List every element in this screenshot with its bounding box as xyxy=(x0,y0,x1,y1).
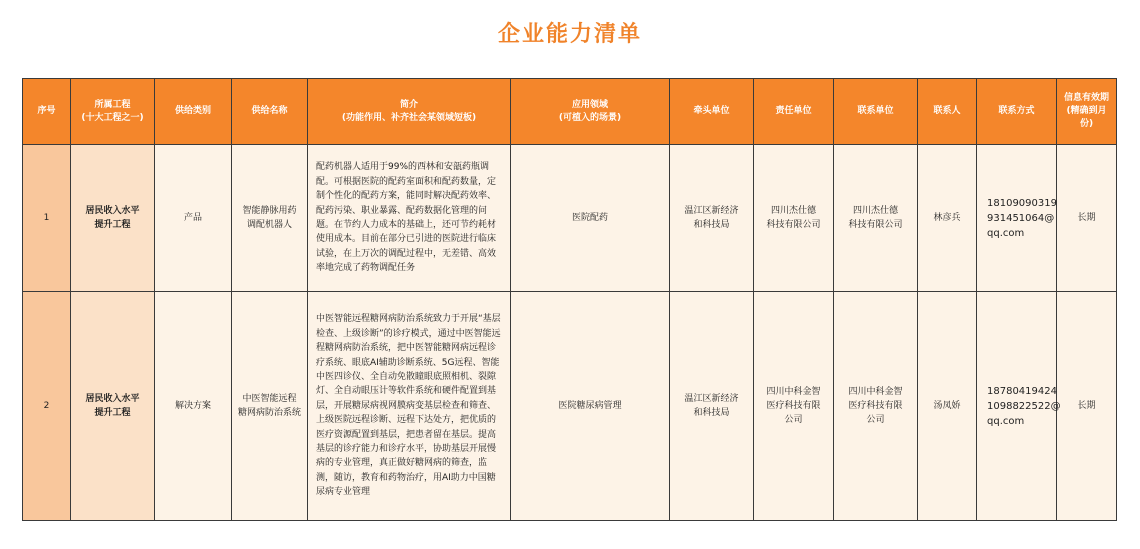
cell-index: 1 xyxy=(23,145,71,292)
cell-responsible-unit: 四川杰仕德 科技有限公司 xyxy=(754,145,834,292)
cell-contact-unit: 四川中科金智 医疗科技有限 公司 xyxy=(834,292,918,521)
cell-responsible-unit: 四川中科金智 医疗科技有限 公司 xyxy=(754,292,834,521)
table-row xyxy=(23,292,1117,521)
header-validity: 信息有效期 (精确到月份) xyxy=(1057,79,1117,145)
cell-project: 居民收入水平 提升工程 xyxy=(71,145,155,292)
cell-contact-person: 林彦兵 xyxy=(918,145,977,292)
cell-index: 2 xyxy=(23,292,71,521)
cell-description: 配药机器人适用于99%的西林和安瓿药瓶调配。可根据医院的配药室面积和配药数量，定制个性化的配药方案，能同时解决配药效率、配药污染、职业暴露、配药数据化管理的问题。在节约人力成本的基础上，还可节约耗材使用成本。目前在部分已引进的医院进行临床试验，在上万次的调配过程中，无差错、高效率地完成了药物调配任务 xyxy=(308,145,511,292)
header-lead-unit: 牵头单位 xyxy=(670,79,754,145)
cell-validity: 长期 xyxy=(1057,292,1117,521)
table-row xyxy=(23,145,1117,292)
page-title: 企业能力清单 xyxy=(497,22,642,47)
header-contact-person: 联系人 xyxy=(918,79,977,145)
header-category: 供给类别 xyxy=(155,79,232,145)
cell-contact-person: 汤凤娇 xyxy=(918,292,977,521)
header-field: 应用领域 (可植入的场景) xyxy=(511,79,670,145)
cell-category: 解决方案 xyxy=(155,292,232,521)
header-contact-info: 联系方式 xyxy=(977,79,1057,145)
cell-lead-unit: 温江区新经济 和科技局 xyxy=(670,292,754,521)
header-description: 简介 (功能作用、补齐社会某领域短板) xyxy=(308,79,511,145)
cell-name: 中医智能远程 糖网病防治系统 xyxy=(232,292,308,521)
cell-contact-unit: 四川杰仕德 科技有限公司 xyxy=(834,145,918,292)
cell-validity: 长期 xyxy=(1057,145,1117,292)
cell-field: 医院配药 xyxy=(511,145,670,292)
header-responsible-unit: 责任单位 xyxy=(754,79,834,145)
capability-table xyxy=(22,78,1117,521)
cell-name: 智能静脉用药 调配机器人 xyxy=(232,145,308,292)
header-row xyxy=(23,79,1117,145)
cell-contact-info: 18780419424 1098822522@ qq.com xyxy=(977,292,1057,521)
cell-project: 居民收入水平 提升工程 xyxy=(71,292,155,521)
cell-lead-unit: 温江区新经济 和科技局 xyxy=(670,145,754,292)
cell-contact-info: 18109090319 931451064@ qq.com xyxy=(977,145,1057,292)
header-name: 供给名称 xyxy=(232,79,308,145)
cell-category: 产品 xyxy=(155,145,232,292)
header-contact-unit: 联系单位 xyxy=(834,79,918,145)
cell-field: 医院糖尿病管理 xyxy=(511,292,670,521)
header-project: 所属工程 (十大工程之一) xyxy=(71,79,155,145)
header-index: 序号 xyxy=(23,79,71,145)
cell-description: 中医智能远程糖网病防治系统致力于开展“基层检查、上级诊断”的诊疗模式，通过中医智能远程糖网病防治系统，把中医智能糖网病远程诊疗系统、眼底AI辅助诊断系统、5G远程、智能中医四诊仪、全自动免散瞳眼底照相机、裂隙灯、全自动眼压计等软件系统和硬件配置到基层，开展糖尿病视网膜病变基层检查和筛查、上级医院远程诊断、远程下达处方，把优质的医疗资源配置到基层，把患者留在基层。提高基层的诊疗能力和诊疗水平，协助基层开展慢病的专业管理，真正做好糖网病的筛查，监测，随访，教育和药物治疗，用AI助力中国糖尿病专业管理 xyxy=(308,292,511,521)
